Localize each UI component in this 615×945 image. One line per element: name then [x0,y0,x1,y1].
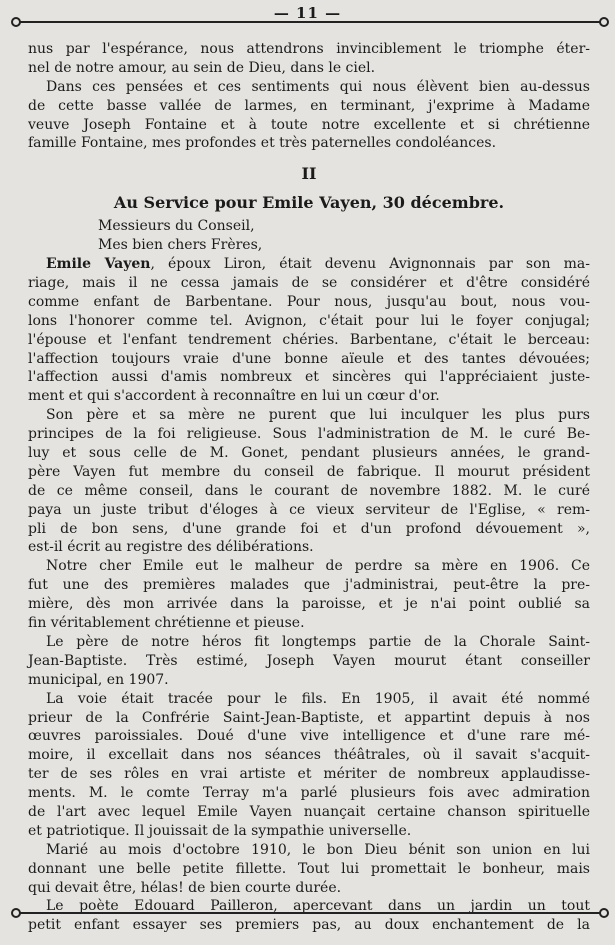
text-line: père Vayen fut membre du conseil de fabrique. Il mourut président [28,463,590,480]
text-body [28,40,591,934]
text-line: ter de ses rôles en vrai artiste et mériter de nombreux applaudisse- [28,766,590,783]
text-line: Dans ces pensées et ces sentiments qui nous élèvent bien au-dessus [46,78,590,95]
text-line: est-il écrit au registre des délibérations. [28,539,314,556]
text-line: de ce même conseil, dans le courant de novembre 1882. M. le curé [28,482,590,499]
text-line: Jean-Baptiste. Très estimé, Joseph Vayen mourut étant conseiller [28,652,590,669]
text-line: paya un juste tribut d'éloges à ce vieux serviteur de l'Eglise, « rem- [28,501,590,518]
text-line: qui devait être, hélas! de bien courte durée. [28,879,342,896]
text-line: luy et sous celle de M. Gonet, pendant plusieurs années, le grand- [28,445,590,462]
text-line: l'affection aussi d'amis nombreux et sincères qui l'appréciaient juste- [28,369,590,386]
salutation-line: Mes bien chers Frères, [98,237,263,254]
text-line: de cette basse vallée de larmes, en terminant, j'exprime à Madame [28,97,590,114]
text-line: l'épouse et l'enfant tendrement chéries. Barbentane, c'était le berceau: [28,331,590,348]
text-line: ment et qui s'accordent à reconnaître en lui un cœur d'or. [28,388,440,405]
text-line: fut une des premières malades que j'administrai, peut-être la pre- [28,577,590,594]
section-number: II [301,164,317,184]
text-line: Notre cher Emile eut le malheur de perdre sa mère en 1906. Ce [46,558,590,575]
salutation-line: Messieurs du Conseil, [98,218,255,235]
text-line: petit enfant essayer ses premiers pas, au doux enchantement de la [28,917,590,934]
text-line: nus par l'espérance, nous attendrons invinciblement le triomphe éter- [28,41,590,57]
text-line: prieur de la Confrérie Saint-Jean-Baptiste, et appartint depuis à nos [28,709,590,726]
top-rule [10,14,610,30]
text-line: ments. M. le comte Terray m'a parlé plusieurs fois avec admiration [28,785,590,802]
text-line: pli de bon sens, d'une grande foi et d'un profond dévouement », [28,520,590,537]
section-title: Au Service pour Emile Vayen, 30 décembre. [113,193,505,213]
text-line: de l'art avec lequel Emile Vayen nuançait certaine chanson spirituelle [28,803,590,820]
text-line: Son père et sa mère ne purent que lui inculquer les plus purs [46,407,590,424]
text-line: et patriotique. Il jouissait de la sympathie universelle. [28,822,412,839]
text-line: l'affection toujours vraie d'une bonne aïeule et des tantes dévouées; [28,350,590,367]
text-line: comme enfant de Barbentane. Pour nous, jusqu'au bout, nous vou- [28,293,590,310]
text-line: riage, mais il ne cessa jamais de se considérer et d'être considéré [28,275,590,292]
name-lead: Emile Vayen [46,256,151,273]
text-line: municipal, en 1907. [28,671,169,688]
text-line: veuve Joseph Fontaine et à toute notre excellente et si chrétienne [28,116,590,133]
text-line: La voie était tracée pour le fils. En 1905, il avait été nommé [46,690,590,707]
text-line: principes de la foi religieuse. Sous l'administration de M. le curé Be- [28,426,590,443]
text-line [28,255,590,274]
text-line: lons l'honorer comme tel. Avignon, c'était pour lui le foyer conjugal; [28,312,590,329]
page-number: — 11 — [273,4,342,22]
text-run: , époux Liron, était devenu Avignonnais par son ma- [150,256,591,273]
text-line: moire, il excellait dans nos séances théâtrales, où il savait s'acquit- [28,747,590,764]
text-line: nel de notre amour, au sein de Dieu, dans le ciel. [28,59,376,76]
bottom-rule [10,905,610,921]
text-line: famille Fontaine, mes profondes et très paternelles condoléances. [28,135,497,152]
text-line: œuvres paroissiales. Doué d'une vive intelligence et d'une rare mé- [28,728,590,745]
text-line: mière, dès mon arrivée dans la paroisse, et je n'ai point oublié sa [28,596,590,613]
text-line: Marié au mois d'octobre 1910, le bon Dieu bénit son union en lui [46,841,590,858]
text-line: donnant une belle petite fillette. Tout lui promettait le bonheur, mais [28,860,590,877]
text-line: Le poète Edouard Pailleron, apercevant dans un jardin un tout [46,898,590,915]
text-line: Le père de notre héros fit longtemps partie de la Chorale Saint- [46,633,590,650]
text-line: fin véritablement chrétienne et pieuse. [28,615,305,632]
